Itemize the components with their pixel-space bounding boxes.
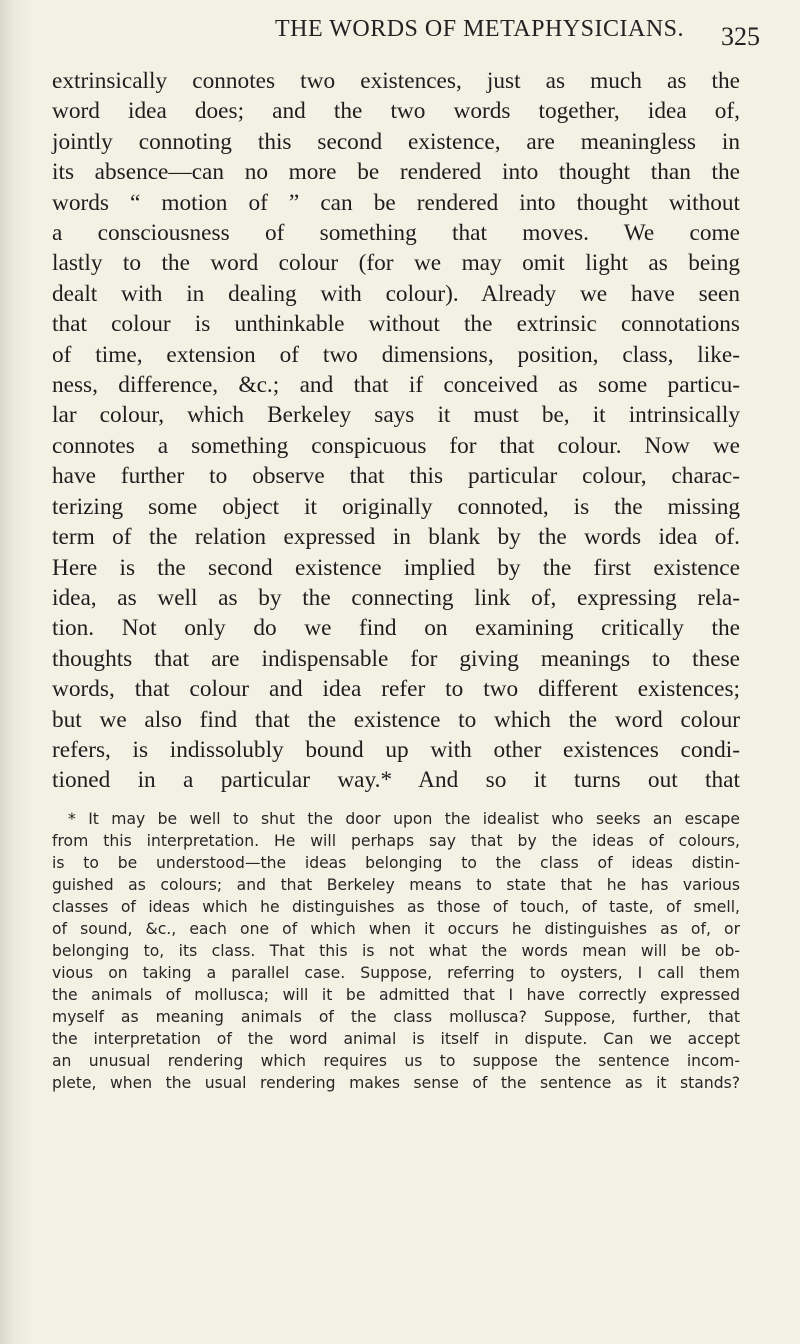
body-line: ness, difference, &c.; and that if conceived as some particu- (52, 372, 740, 399)
body-line: term of the relation expressed in blank by the words idea of. (52, 524, 740, 551)
body-line: that colour is unthinkable without the extrinsic connotations (52, 311, 740, 338)
body-line: words, that colour and idea refer to two different existences; (52, 676, 740, 703)
footnote (52, 808, 740, 1094)
body-line: but we also find that the existence to which the word colour (52, 706, 740, 733)
body-line: word idea does; and the two words together, idea of, (52, 98, 740, 125)
page-header (90, 12, 770, 52)
body-line: tion. Not only do we find on examining critically the (52, 615, 740, 642)
footnote-line: the interpretation of the word animal is itself in dispute. Can we accept (52, 1030, 740, 1048)
footnote-line: from this interpretation. He will perhaps say that by the ideas of colours, (52, 832, 740, 850)
body-line: terizing some object it originally connoted, is the missing (52, 493, 740, 520)
footnote-line: an unusual rendering which requires us to suppose the sentence incom- (52, 1052, 740, 1070)
footnote-line: the animals of mollusca; will it be admitted that I have correctly expressed (52, 986, 740, 1004)
body-line: a consciousness of something that moves. We come (52, 220, 740, 247)
body-line: dealt with in dealing with colour). Already we have seen (52, 280, 740, 307)
footnote-line: guished as colours; and that Berkeley means to state that he has various (52, 876, 740, 894)
body-line: extrinsically connotes two existences, just as much as the (52, 68, 740, 94)
running-head: THE WORDS OF METAPHYSICIANS. (275, 16, 685, 42)
footnote-line: vious on taking a parallel case. Suppose, referring to oysters, I call them (52, 964, 740, 982)
body-line: jointly connoting this second existence, are meaningless in (52, 128, 740, 155)
footnote-line: classes of ideas which he distinguishes as those of touch, of taste, of smell, (52, 898, 740, 916)
footnote-line: myself as meaning animals of the class mollusca? Suppose, further, that (52, 1008, 740, 1026)
body-line: idea, as well as by the connecting link of, expressing rela- (52, 584, 740, 611)
body-line: lar colour, which Berkeley says it must be, it intrinsically (52, 402, 740, 429)
body-line: have further to observe that this particular colour, charac- (52, 463, 740, 490)
body-line: tioned in a particular way.* And so it turns out that (52, 767, 740, 794)
body-line: Here is the second existence implied by the first existence (52, 554, 740, 581)
body-line: its absence—can no more be rendered into thought than the (52, 159, 740, 186)
body-line: thoughts that are indispensable for giving meanings to these (52, 645, 740, 672)
body-line: lastly to the word colour (for we may omit light as being (52, 250, 740, 277)
footnote-line: * It may be well to shut the door upon the idealist who seeks an escape (68, 810, 740, 828)
footnote-line: plete, when the usual rendering makes sense of the sentence as it stands? (52, 1074, 740, 1092)
footnote-line: is to be understood—the ideas belonging to the class of ideas distin- (52, 854, 740, 872)
page-number: 325 (721, 22, 760, 51)
body-line: words “ motion of ” can be rendered into thought without (52, 189, 740, 216)
footnote-line: belonging to, its class. That this is not what the words mean will be ob- (52, 942, 740, 960)
footnote-line: of sound, &c., each one of which when it occurs he distinguishes as of, or (52, 920, 740, 938)
body-line: connotes a something conspicuous for that colour. Now we (52, 432, 740, 459)
body-line: of time, extension of two dimensions, position, class, like- (52, 341, 740, 368)
main-paragraph (52, 66, 740, 796)
body-line: refers, is indissolubly bound up with other existences condi- (52, 736, 740, 763)
